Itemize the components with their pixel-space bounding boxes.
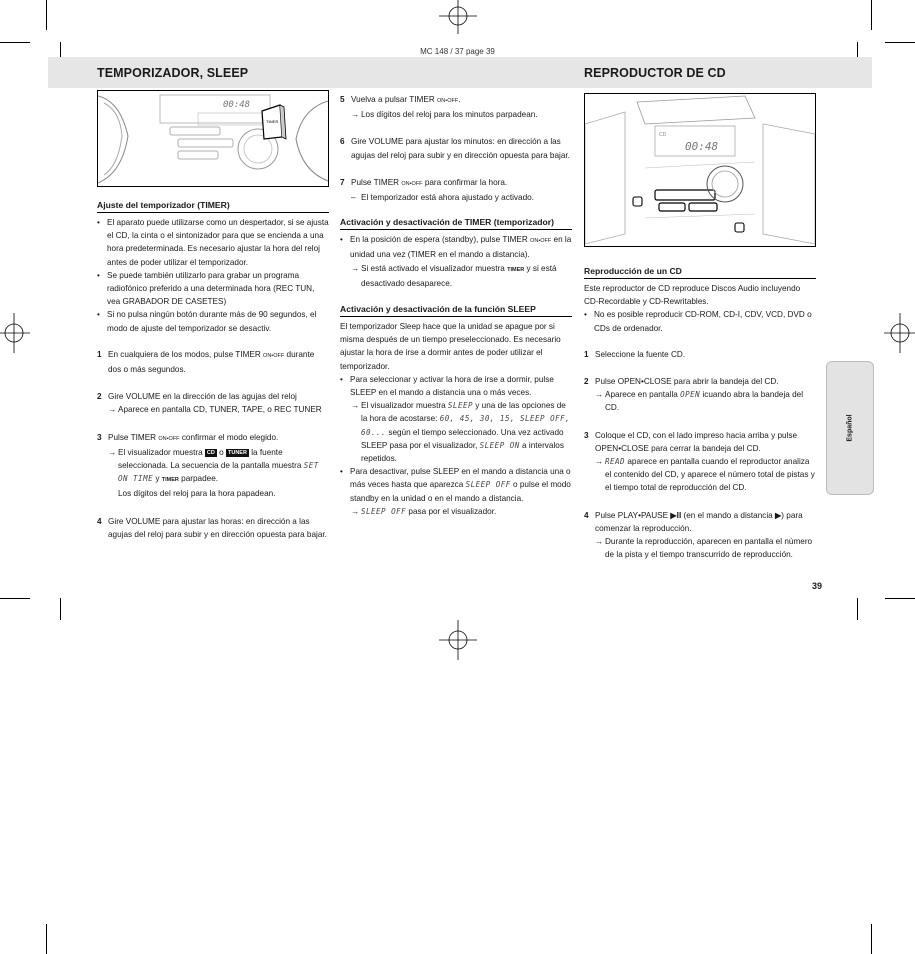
illus-cd-label: CD	[659, 132, 667, 138]
cd-illustration	[584, 93, 816, 247]
step-2-result: → Aparece en pantalla CD, TUNER, TAPE, o REC TUNER	[108, 405, 322, 415]
cd-step-3: 3 Coloque el CD, con el lado impreso hacia arriba y pulse OPEN•CLOSE para cerrar la bandeja del CD.	[584, 430, 798, 453]
crop-mark	[0, 598, 30, 599]
language-tab-label: Español	[846, 414, 854, 442]
illus-timer-label: TIMER	[266, 119, 279, 124]
step-4: 4 Gire VOLUME para ajustar las horas: en dirección a las agujas del reloj para subir y en dirección opuesta para bajar.	[97, 516, 327, 539]
sleep-intro: El temporizador Sleep hace que la unidad se apague por si misma después de un tiempo preseleccionado. Es necesario ajustar la hora de irse a dormir antes de poder utilizar el temporizador.	[340, 322, 561, 371]
bullet-item: • El aparato puede utilizarse como un despertador, si se ajusta el CD, la cinta o el sintonizador para que se encienda a una hora predeterminada. Es necesario ajustar la hora del reloj antes de poder utilizar el temporizador.	[97, 216, 329, 269]
cd-step-3-result: → READ aparece en pantalla cuando el reproductor analiza el contenido del CD, y aparece el número total de pistas y el tiempo total de reproducción del CD.	[595, 457, 815, 493]
step-7-result: – El temporizador está ahora ajustado y activado.	[351, 193, 534, 203]
left-column	[97, 200, 329, 541]
registration-mark-bottom	[433, 620, 483, 660]
crop-mark	[885, 598, 915, 599]
bullet-item: • En la posición de espera (standby), pulse TIMER ON•OFF en la unidad una vez (TIMER en el mando a distancia).	[340, 233, 572, 261]
step-6: 6 Gire VOLUME para ajustar los minutos: en dirección a las agujas del reloj para subir y en dirección opuesta para bajar.	[340, 137, 570, 160]
stereo-cd-drawing	[585, 94, 815, 246]
crop-mark	[60, 598, 61, 620]
subheading-timer: Ajuste del temporizador (TIMER)	[97, 200, 329, 213]
cd-step-4-result: → Durante la reproducción, aparecen en pantalla el número de la pista y el tiempo transcurrido de reproducción.	[595, 537, 813, 560]
language-tab	[826, 361, 874, 495]
step-5-result: → Los dígitos del reloj para los minutos parpadean.	[351, 110, 538, 120]
bullet-result: → SLEEP OFF pasa por el visualizador.	[351, 506, 497, 516]
page-number: 39	[812, 581, 823, 591]
registration-mark-right	[884, 308, 915, 358]
middle-column	[340, 93, 572, 518]
play-pause-icon: ▶II	[670, 510, 682, 520]
step-5: 5 Vuelva a pulsar TIMER ON•OFF.	[340, 95, 461, 104]
step-1: 1 En cualquiera de los modos, pulse TIMER ON•OFF durante dos o más segundos.	[97, 349, 315, 375]
subheading-sleep: Activación y desactivación de la función SLEEP	[340, 304, 572, 317]
bullet-item: • Si no pulsa ningún botón durante más de 90 segundos, el modo de ajuste del temporizador se desactiv.	[97, 308, 329, 334]
crop-mark	[871, 924, 872, 954]
bullet-item: • Para seleccionar y activar la hora de irse a dormir, pulse SLEEP en el mando a distancia una o más veces.	[340, 373, 572, 399]
bullet-result: → Si está activado el visualizador muestra TIMER y si está desactivado desaparece.	[351, 263, 557, 288]
cd-step-2-result: → Aparece en pantalla OPEN icuando abra la bandeja del CD.	[595, 390, 804, 413]
registration-mark-left	[0, 308, 30, 358]
bullet-result: → El visualizador muestra SLEEP y una de las opciones de la hora de acostarse: 60, 45, 30, 15, SLEEP OFF, 60... según el tiempo seleccionado. Una vez activado SLEEP pasa por el visualizador, SLEEP ON a intervalos repetidos.	[351, 401, 571, 464]
cd-step-4: 4 Pulse PLAY•PAUSE ▶II (en el mando a distancia ▶) para comenzar la reproducción.	[584, 510, 803, 533]
bullet-item: • No es posible reproducir CD-ROM, CD-I, CDV, VCD, DVD o CDs de ordenador.	[584, 308, 816, 334]
crop-mark	[857, 598, 858, 620]
bullet-item: • Para desactivar, pulse SLEEP en el mando a distancia una o más veces hasta que aparezca SLEEP OFF o pulse el modo standby en la unidad o en el mando a distancia.	[340, 465, 572, 505]
step-2: 2 Gire VOLUME en la dirección de las agujas del reloj	[97, 392, 297, 402]
page-header-ref: MC 148 / 37 page 39	[420, 47, 495, 56]
right-column	[584, 266, 816, 561]
tuner-badge: TUNER	[227, 449, 247, 456]
illus-lcd-text: 00:48	[223, 100, 251, 110]
cd-intro: Este reproductor de CD reproduce Discos Audio incluyendo CD-Recordable y CD-Rewritables.	[584, 284, 801, 307]
stereo-front-drawing	[98, 91, 328, 186]
cd-step-2: 2 Pulse OPEN•CLOSE para abrir la bandeja del CD.	[584, 377, 779, 387]
illus-cd-lcd: 00:48	[685, 140, 719, 153]
subheading-timer-onoff: Activación y desactivación de TIMER (temporizador)	[340, 217, 572, 230]
step-7: 7 Pulse TIMER ON•OFF para confirmar la hora.	[340, 177, 508, 187]
cd-step-1: 1 Seleccione la fuente CD.	[584, 349, 686, 359]
section-title-left: TEMPORIZADOR, SLEEP	[97, 66, 249, 80]
play-icon: ▶	[775, 510, 782, 520]
subheading-cd-play: Reproducción de un CD	[584, 266, 816, 279]
timer-illustration	[97, 90, 329, 187]
cd-badge: CD	[206, 449, 215, 456]
step-3: 3 Pulse TIMER ON•OFF confirmar el modo elegido.	[97, 432, 279, 442]
section-title-right: REPRODUCTOR DE CD	[584, 66, 726, 80]
bullet-item: • Se puede también utilizarlo para grabar un programa radiofónico preferido a una determinada hora (REC TUN, vea GRABADOR DE CASETES)	[97, 269, 329, 309]
step-3-result: → El visualizador muestra CD o TUNER la fuente seleccionada. La secuencia de la pantalla muestra SET ON TIME y TIMER parpadee. Los dígitos del reloj para la hora papadean.	[108, 447, 319, 499]
crop-mark	[46, 924, 47, 954]
